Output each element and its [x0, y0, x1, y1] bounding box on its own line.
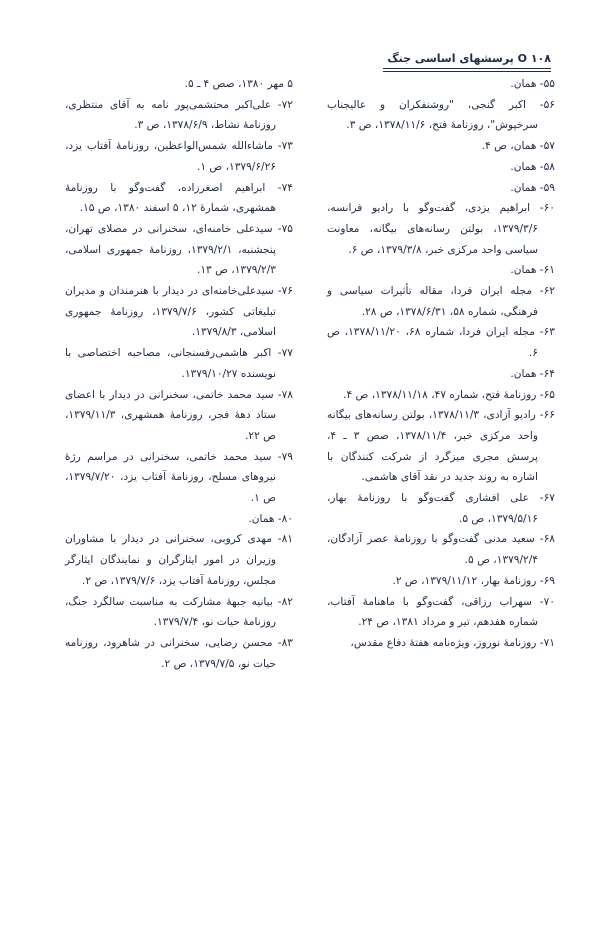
footnote-59: ۵۹- همان.: [510, 181, 555, 194]
footnote-74: ۷۴- ابراهیم اصغرزاده، گفت‌وگو با روزنامهٔ همشهری، شمارهٔ ۱۲، ۵ اسفند ۱۳۸۰، ص ۱۵.: [65, 181, 293, 215]
footnote-77: ۷۷- اکبر هاشمی‌رفسنجانی، مصاحبه اختصاصی با نویسنده ۱۳۷۹/۱۰/۲۷.: [65, 347, 293, 380]
header-separator-icon: O: [517, 52, 527, 65]
footnotes-right-column: [327, 74, 555, 654]
footnote-60: ۶۰- ابراهیم یزدی، گفت‌وگو با رادیو فرانسه، ۱۳۷۹/۳/۶، بولتن رسانه‌های بیگانه، معاونت سیاسی واحد مرکزی خبر، ۱۳۷۹/۳/۸، ص ۶.: [327, 202, 555, 256]
footnote-80: ۸۰- همان.: [248, 512, 293, 525]
footnote-76: ۷۶- سیدعلی‌خامنه‌ای در دیدار با هنرمندان و مدیران تبلیغاتی کشور، ۱۳۷۹/۷/۶، روزنامهٔ جمهوری اسلامی، ۱۳۷۹/۸/۳.: [65, 285, 293, 339]
footnote-82: ۸۲- بیانیه جبههٔ مشارکت به مناسبت سالگرد جنگ، روزنامهٔ حیات نو، ۱۳۷۹/۷/۴.: [65, 595, 293, 629]
header-double-rule: [383, 68, 551, 72]
footnote-55: ۵۵- همان.: [510, 78, 555, 90]
footnote-61: ۶۱- همان.: [510, 264, 555, 277]
footnote-66: ۶۶- رادیو آزادی، ۱۳۷۸/۱۱/۳، بولتن رسانه‌های بیگانه واحد مرکزی خبر، ۱۳۷۸/۱۱/۴، صص ۳ ـ ۴، پرسش مجری میزگرد از شرکت کنندگان با اشاره به روند جدید در نقد آقای هاشمی.: [327, 409, 555, 484]
footnote-65: ۶۵- روزنامهٔ فتح، شماره ۴۷، ۱۳۷۸/۱۱/۱۸، ص ۴.: [343, 388, 555, 401]
running-header: [383, 52, 551, 72]
footnote-64: ۶۴- همان.: [510, 367, 555, 380]
footnote-73: ۷۳- ماشاءالله شمس‌الواعظین، روزنامهٔ آفتاب یزد، ۱۳۷۹/۶/۲۶، ص ۱.: [65, 140, 293, 173]
footnote-79: ۷۹- سید محمد خاتمی، سخنرانی در مراسم رژهٔ نیروهای مسلح، روزنامهٔ آفتاب یزد، ۱۳۷۹/۷/۲۰، ص ۱.: [65, 450, 293, 505]
footnote-81: ۸۱- مهدی کروبی، سخنرانی در دیدار با مشاوران وزیران در امور ایثارگران و نمایندگان ایثارگر مجلس، روزنامهٔ آفتاب یزد، ۱۳۷۹/۷/۶، ص ۲.: [65, 533, 293, 587]
footnote-71: ۷۱- روزنامهٔ نوروز، ویژه‌نامه هفتهٔ دفاع مقدس،: [350, 636, 555, 649]
footnote-69: ۶۹- روزنامهٔ بهار، ۱۳۷۹/۱۱/۱۲، ص ۲.: [392, 574, 555, 587]
footnote-57: ۵۷- همان، ص ۴.: [481, 140, 555, 153]
footnote-83: ۸۳- محسن رضایی، سخنرانی در شاهرود، روزنامه حیات نو، ۱۳۷۹/۷/۵، ص ۲.: [65, 636, 293, 670]
footnote-78: ۷۸- سید محمد خاتمی، سخنرانی در دیدار با اعضای ستاد دههٔ فجر، روزنامهٔ همشهری، ۱۳۷۹/۱۱/۳، ص ۲۲.: [65, 388, 293, 442]
footnote-71-continued: ۵ مهر ۱۳۸۰، صص ۴ ـ ۵.: [184, 78, 293, 90]
footnotes-left-column: [65, 74, 293, 674]
footnote-75: ۷۵- سیدعلی خامنه‌ای، سخنرانی در مصلای تهران، پنجشنبه، ۱۳۷۹/۲/۱، روزنامهٔ جمهوری اسلامی، ۱۳۷۹/۲/۳، ص ۱۳.: [65, 222, 293, 277]
book-title: پرسشهای اساسی جنگ: [387, 52, 514, 65]
page-number: ۱۰۸: [530, 52, 551, 65]
footnote-67: ۶۷- علی افشاری گفت‌وگو با روزنامهٔ بهار، ۱۳۷۹/۵/۱۶، ص ۵.: [327, 492, 555, 525]
footnote-58: ۵۸- همان.: [510, 160, 555, 173]
footnote-63: ۶۳- مجله ایران فردا، شماره ۶۸، ۱۳۷۸/۱۱/۲۰، ص ۶.: [327, 326, 555, 360]
footnote-70: ۷۰- سهراب رزاقی، گفت‌وگو با ماهنامهٔ آفتاب، شماره هفدهم، تیر و مرداد ۱۳۸۱، ص ۲۴.: [327, 595, 555, 629]
footnote-68: ۶۸- سعید مدنی گفت‌وگو با روزنامهٔ عصر آزادگان، ۱۳۷۹/۲/۴، ص ۵.: [327, 533, 555, 567]
footnote-62: ۶۲- مجله ایران فردا، مقاله تأثیرات سیاسی و فرهنگی، شماره ۵۸، ۱۳۷۸/۶/۳۱، ص ۲۸.: [327, 285, 555, 318]
footnote-56: ۵۶- اکبر گنجی، "روشنفکران و عالیجناب سرخپوش"، روزنامهٔ فتح، ۱۳۷۸/۱۱/۶، ص ۳.: [327, 98, 555, 132]
header-text: [383, 52, 551, 65]
footnote-72: ۷۲- علی‌اکبر محتشمی‌پور نامه به آقای منتظری، روزنامهٔ نشاط، ۱۳۷۸/۶/۹، ص ۳.: [65, 98, 293, 132]
